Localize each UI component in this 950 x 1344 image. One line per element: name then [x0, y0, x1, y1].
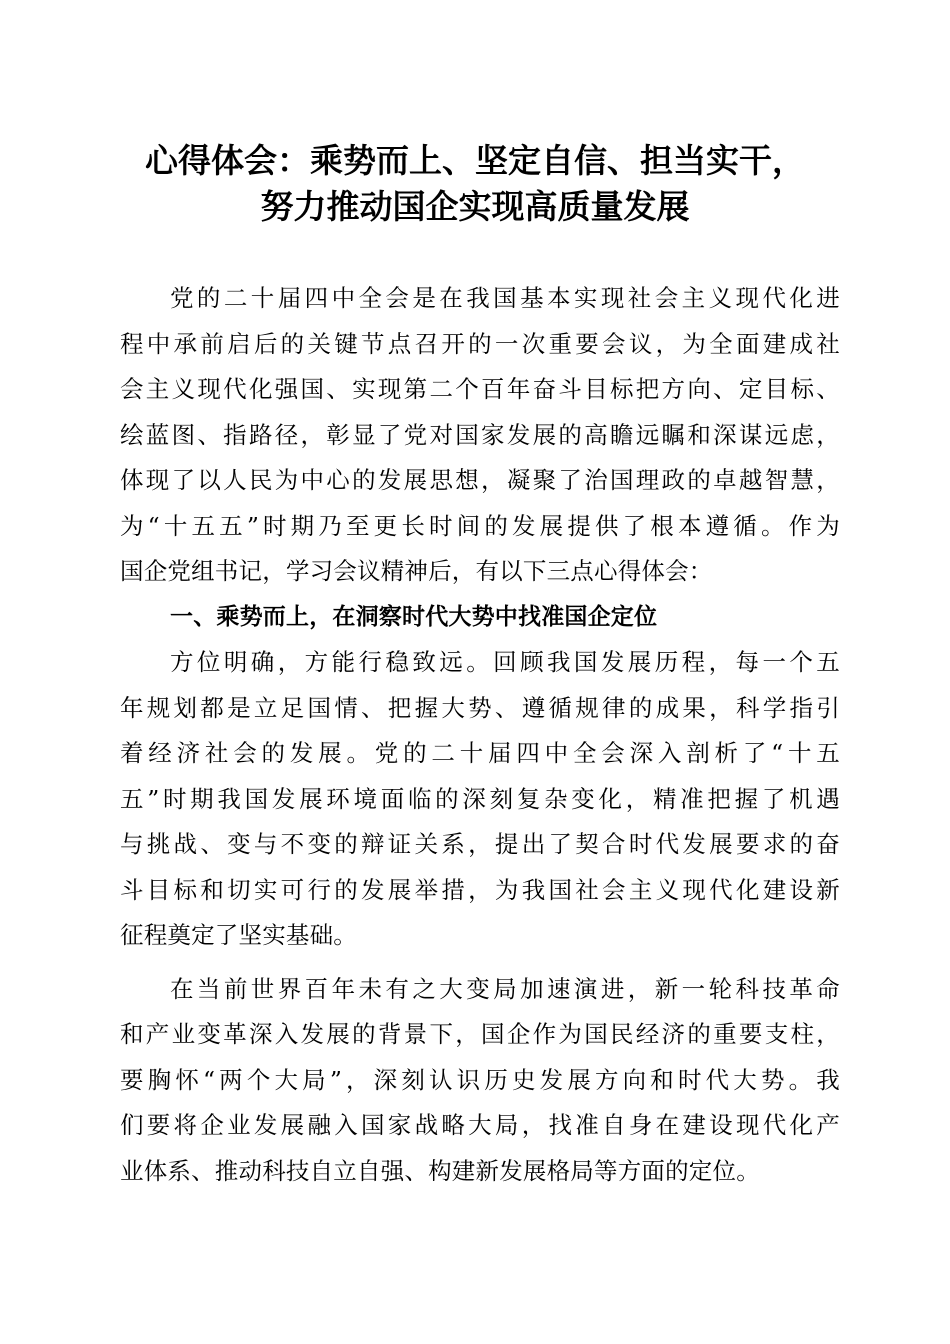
text-line: 与挑战、变与不变的辩证关系，提出了契合时代发展要求的奋: [120, 830, 840, 858]
paragraph-context: [120, 967, 840, 1195]
text-line: 会主义现代化强国、实现第二个百年奋斗目标把方向、定目标、: [120, 375, 840, 403]
text-line: 程中承前启后的关键节点召开的一次重要会议，为全面建成社: [120, 329, 840, 358]
text-line: 征程奠定了坚实基础。: [120, 921, 357, 949]
text-line: 斗目标和切实可行的发展举措，为我国社会主义现代化建设新: [120, 875, 840, 904]
document-title: [0, 138, 950, 230]
text-line: 党的二十届四中全会是在我国基本实现社会主义现代化进: [170, 284, 840, 312]
text-line: 年规划都是立足国情、把握大势、遵循规律的成果，科学指引: [120, 693, 840, 722]
text-line: 要胸怀“两个大局”，深刻认识历史发展方向和时代大势。我: [120, 1065, 840, 1094]
title-line-1: 心得体会：乘势而上、坚定自信、担当实干，: [145, 141, 805, 180]
text-line: 体现了以人民为中心的发展思想，凝聚了治国理政的卓越智慧，: [120, 466, 840, 494]
text-line: 业体系、推动科技自立自强、构建新发展格局等方面的定位。: [120, 1156, 760, 1185]
paragraph-orientation: [120, 640, 840, 959]
paragraph-gap: [120, 959, 840, 967]
paragraph-intro: [120, 276, 840, 595]
section-heading-1: 一、乘势而上，在洞察时代大势中找准国企定位: [170, 603, 658, 630]
document-body: [120, 276, 840, 1194]
text-line: 绘蓝图、指路径，彰显了党对国家发展的高瞻远瞩和深谋远虑，: [120, 420, 840, 449]
text-line: 们要将企业发展融入国家战略大局，找准自身在建设现代化产: [120, 1111, 840, 1139]
text-line: 为“十五五”时期乃至更长时间的发展提供了根本遵循。作为: [120, 511, 840, 540]
text-line: 在当前世界百年未有之大变局加速演进，新一轮科技革命: [170, 974, 840, 1003]
text-line: 着经济社会的发展。党的二十届四中全会深入剖析了“十五: [120, 739, 840, 767]
text-line: 五”时期我国发展环境面临的深刻复杂变化，精准把握了机遇: [120, 784, 840, 813]
text-line: 方位明确，方能行稳致远。回顾我国发展历程，每一个五: [170, 648, 840, 676]
title-line-2: 努力推动国企实现高质量发展: [260, 187, 690, 226]
text-line: 国企党组书记，学习会议精神后，有以下三点心得体会：: [120, 557, 713, 585]
text-line: 和产业变革深入发展的背景下，国企作为国民经济的重要支柱，: [120, 1020, 840, 1048]
